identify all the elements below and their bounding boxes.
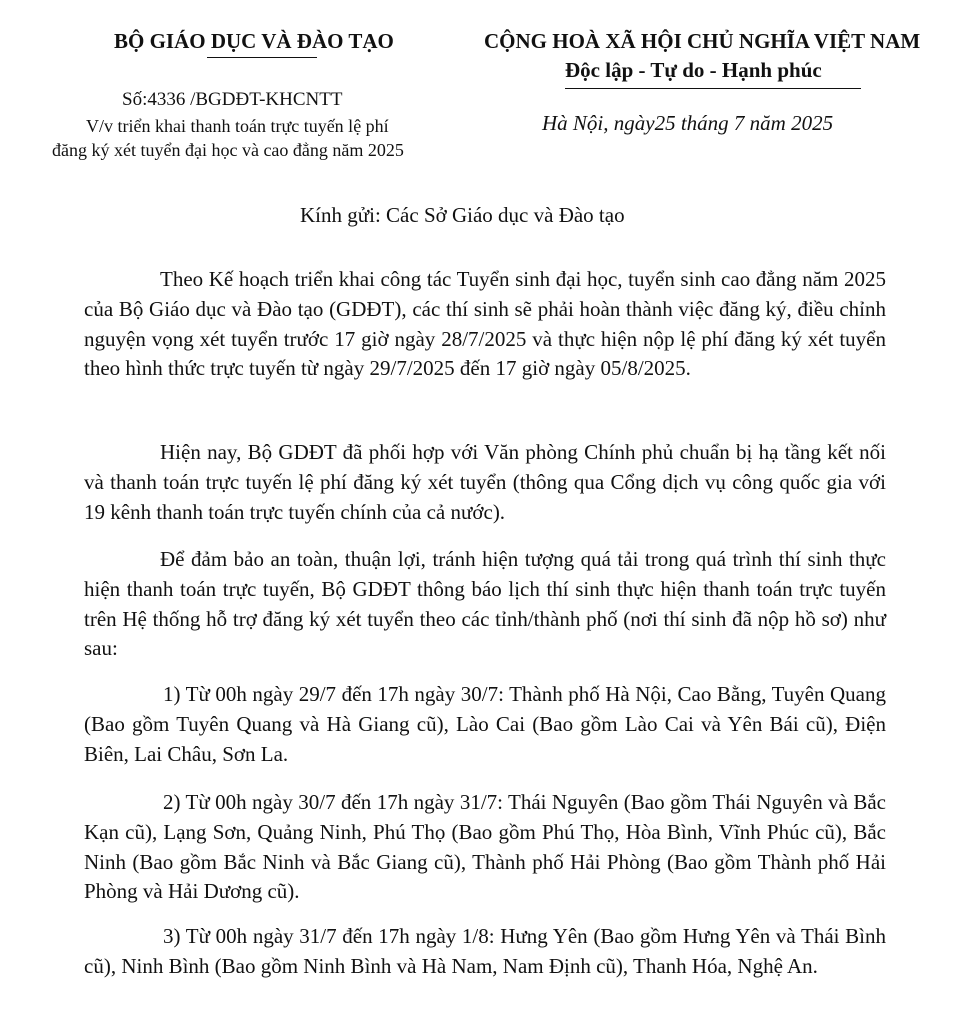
ministry-name: BỘ GIÁO DỤC VÀ ĐÀO TẠO [114,29,394,53]
body-paragraph-2: Hiện nay, Bộ GDĐT đã phối hợp với Văn phòng Chính phủ chuẩn bị hạ tầng kết nối và thanh toán trực tuyến lệ phí đăng ký xét tuyển (thông qua Cổng dịch vụ công quốc gia với 19 kênh thanh toán trực tuyến chính của cả nước). [84,440,886,524]
document-date: Hà Nội, ngày25 tháng 7 năm 2025 [542,111,834,135]
schedule-item-2: 2) Từ 00h ngày 30/7 đến 17h ngày 31/7: Thái Nguyên (Bao gồm Thái Nguyên và Bắc Kạn cũ), Lạng Sơn, Quảng Ninh, Phú Thọ (Bao gồm Phú Thọ, Hòa Bình, Vĩnh Phúc cũ), Bắc Ninh (Bao gồm Bắc Ninh và Bắc Giang cũ), Thành phố Hải Phòng (Bao gồm Thành phố Hải Phòng và Hải Dương cũ). [84,790,886,904]
motto-underline [565,88,861,89]
national-motto: Độc lập - Tự do - Hạnh phúc [565,58,822,82]
republic-title: CỘNG HOÀ XÃ HỘI CHỦ NGHĨA VIỆT NAM [484,29,921,53]
recipient-line: Kính gửi: Các Sở Giáo dục và Đào tạo [300,203,625,227]
schedule-item-3: 3) Từ 00h ngày 31/7 đến 17h ngày 1/8: Hưng Yên (Bao gồm Hưng Yên và Thái Bình cũ), Ninh Bình (Bao gồm Ninh Bình và Hà Nam, Nam Định cũ), Thanh Hóa, Nghệ An. [84,924,886,978]
subject-line-1: V/v triển khai thanh toán trực tuyến lệ phí [86,116,389,136]
ministry-underline [207,57,317,58]
schedule-item-1: 1) Từ 00h ngày 29/7 đến 17h ngày 30/7: Thành phố Hà Nội, Cao Bằng, Tuyên Quang (Bao gồm Tuyên Quang và Hà Giang cũ), Lào Cai (Bao gồm Lào Cai và Yên Bái cũ), Điện Biên, Lai Châu, Sơn La. [84,682,886,766]
subject-line-2: đăng ký xét tuyển đại học và cao đẳng năm 2025 [52,140,404,160]
document-number: Số:4336 /BGDĐT-KHCNTT [122,89,343,110]
body-paragraph-3: Để đảm bảo an toàn, thuận lợi, tránh hiện tượng quá tải trong quá trình thí sinh thực hiện thanh toán trực tuyến, Bộ GDĐT thông báo lịch thí sinh thực hiện thanh toán trực tuyến trên Hệ thống hỗ trợ đăng ký xét tuyển theo các tỉnh/thành phố (nơi thí sinh đã nộp hồ sơ) như sau: [84,547,886,661]
body-paragraph-1: Theo Kế hoạch triển khai công tác Tuyển sinh đại học, tuyển sinh cao đẳng năm 2025 của Bộ Giáo dục và Đào tạo (GDĐT), các thí sinh sẽ phải hoàn thành việc đăng ký, điều chỉnh nguyện vọng xét tuyển trước 17 giờ ngày 28/7/2025 và thực hiện nộp lệ phí đăng ký xét tuyển theo hình thức trực tuyến từ ngày 29/7/2025 đến 17 giờ ngày 05/8/2025. [84,267,886,381]
